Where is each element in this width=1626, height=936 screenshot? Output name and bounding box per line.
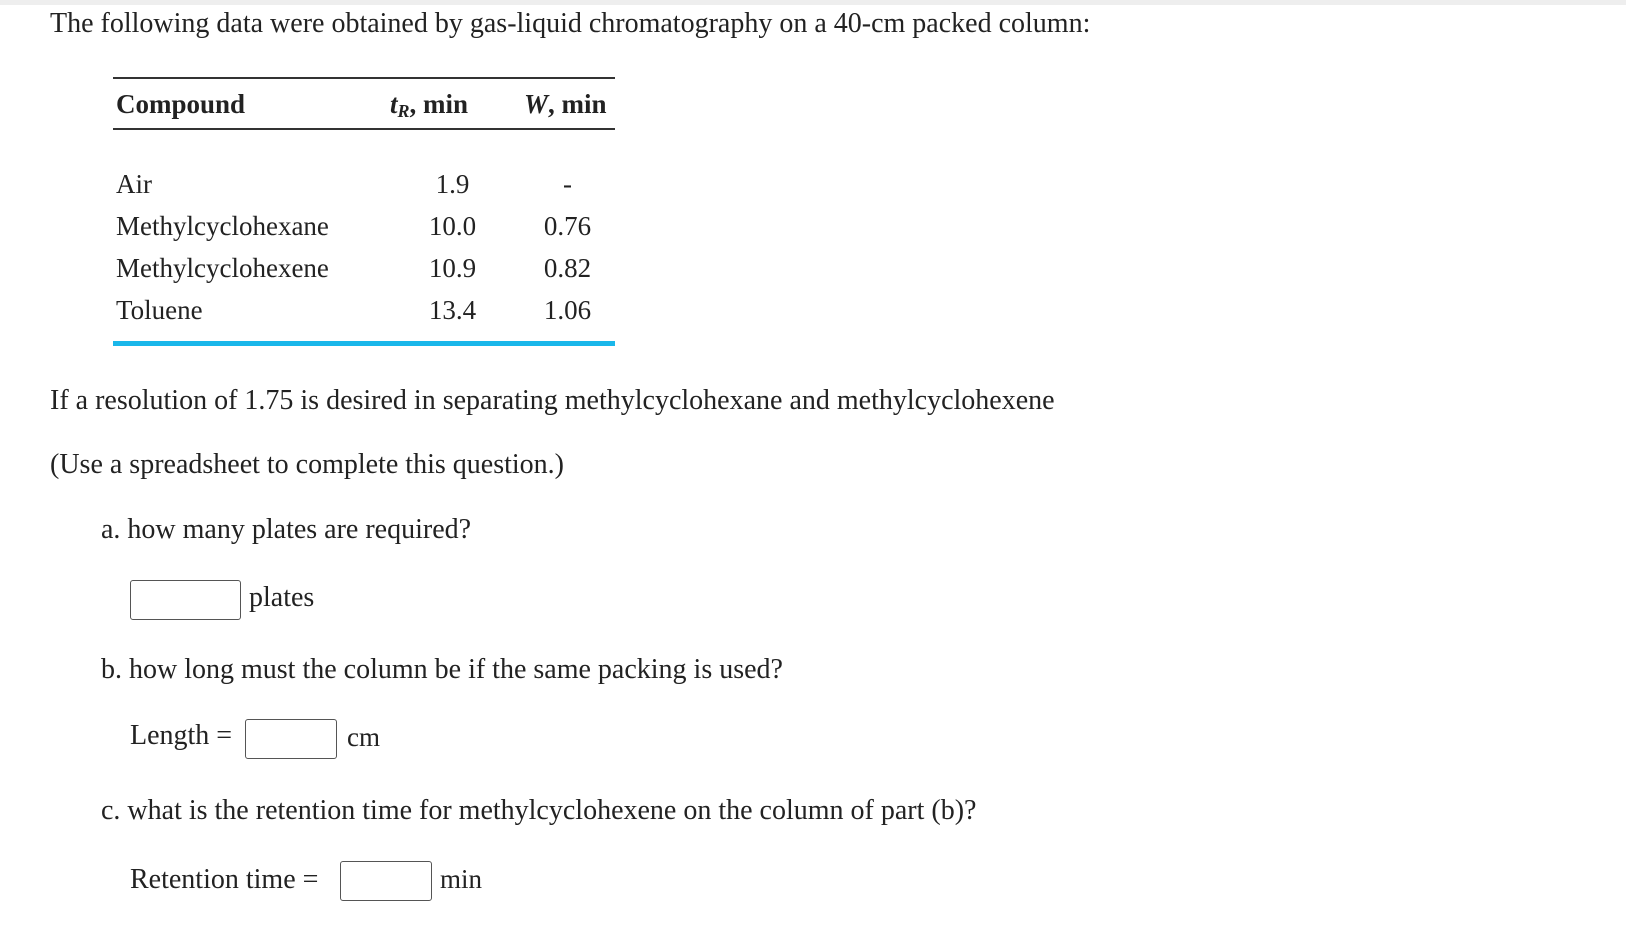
cell-peak-width: 0.82 <box>543 253 592 283</box>
length-label: Length = <box>130 720 233 751</box>
header-tr-unit: , min <box>409 89 469 119</box>
retention-time-unit-label: min <box>440 864 483 894</box>
part-a-prompt: a. how many plates are required? <box>101 514 472 545</box>
intro-text: The following data were obtained by gas-liquid chromatography on a 40-cm packed column: <box>50 8 1091 39</box>
plates-answer-input[interactable] <box>130 580 241 620</box>
part-c-prompt: c. what is the retention time for methylcyclohexene on the column of part (b)? <box>101 795 977 826</box>
retention-time-label: Retention time = <box>130 864 319 895</box>
spreadsheet-note: (Use a spreadsheet to complete this question.) <box>50 449 564 480</box>
header-w-unit: , min <box>548 89 607 119</box>
cell-retention-time: 1.9 <box>435 169 470 199</box>
header-tr-symbol: t <box>390 89 398 119</box>
table-top-rule <box>113 77 615 79</box>
cell-peak-width: 1.06 <box>543 295 592 325</box>
plates-unit-label: plates <box>249 582 315 613</box>
length-unit-label: cm <box>347 722 380 752</box>
cell-retention-time: 10.9 <box>428 253 477 283</box>
cell-compound: Methylcyclohexene <box>116 253 329 283</box>
cell-compound: Methylcyclohexane <box>116 211 329 241</box>
length-answer-input[interactable] <box>245 719 337 759</box>
cell-peak-width: 0.76 <box>543 211 592 241</box>
cell-retention-time: 13.4 <box>428 295 477 325</box>
retention-time-answer-input[interactable] <box>340 861 432 901</box>
table-header-rule <box>113 128 615 130</box>
header-peak-width <box>524 89 607 120</box>
cell-compound: Air <box>116 169 152 199</box>
top-border <box>0 0 1626 5</box>
header-compound: Compound <box>116 89 246 119</box>
part-b-prompt: b. how long must the column be if the same packing is used? <box>101 654 783 685</box>
cell-compound: Toluene <box>116 295 203 325</box>
header-retention-time <box>390 89 468 122</box>
header-tr-subscript: R <box>397 101 410 121</box>
cell-peak-width: - <box>563 169 572 199</box>
question-text: If a resolution of 1.75 is desired in separating methylcyclohexane and methylcyclohexene <box>50 385 1055 416</box>
cell-retention-time: 10.0 <box>428 211 477 241</box>
table-bottom-rule <box>113 341 615 346</box>
header-w-symbol: W <box>524 89 549 119</box>
